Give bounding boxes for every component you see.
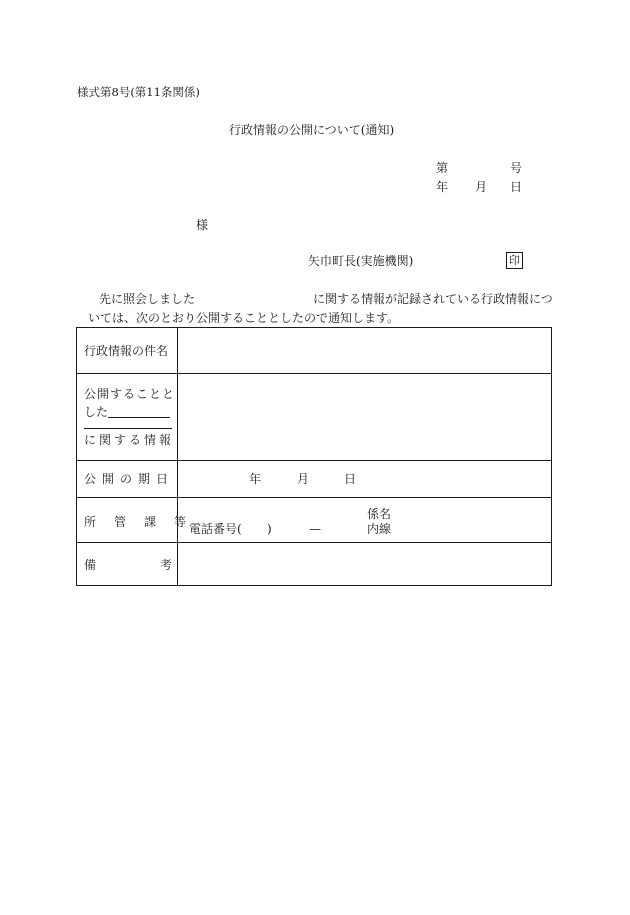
row-label-remarks: 備考 xyxy=(84,558,237,572)
extension-label: 内線 xyxy=(367,522,392,536)
row-divider xyxy=(77,373,551,374)
doc-number-go: 号 xyxy=(510,161,523,175)
row-label-date: 公開の期日 xyxy=(84,472,175,486)
row-label-info-line2-text: した xyxy=(84,405,109,419)
issuer: 矢巾町長(実施機関) xyxy=(308,254,414,268)
form-number: 様式第8号(第11条関係) xyxy=(77,85,200,99)
release-date-month: 月 xyxy=(297,472,310,486)
row-label-info-line2 xyxy=(84,406,170,418)
row-label-info-line3: に関する情報 xyxy=(84,433,175,447)
document-title: 行政情報の公開について(通知) xyxy=(229,123,395,137)
release-date-year: 年 xyxy=(249,472,262,486)
info-table xyxy=(76,327,552,586)
column-divider xyxy=(177,328,178,585)
doc-number-dai: 第 xyxy=(436,161,449,175)
row-label-subject: 行政情報の件名 xyxy=(84,344,169,358)
date-month: 月 xyxy=(475,180,488,194)
phone-paren-close: ) xyxy=(267,522,272,536)
row-label-info-line1: 公開することと xyxy=(84,387,176,401)
row-divider xyxy=(77,460,551,461)
release-date-day: 日 xyxy=(344,472,357,486)
phone-number-label: 電話番号( xyxy=(189,522,242,536)
body-line2: いては、次のとおり公開することとしたので通知します。 xyxy=(88,311,400,325)
blank-underline-full xyxy=(84,428,172,429)
seal-box: 印 xyxy=(506,252,523,269)
date-day: 日 xyxy=(510,180,523,194)
row-label-department: 所管課等 xyxy=(84,515,205,529)
addressee-suffix: 様 xyxy=(196,218,209,232)
row-divider xyxy=(77,542,551,543)
row-divider xyxy=(77,497,551,498)
blank-underline xyxy=(108,406,170,418)
body-line1-b: に関する情報が記録されている行政情報につ xyxy=(313,292,553,306)
body-line1-a: 先に照会しました xyxy=(99,292,196,306)
section-name-label: 係名 xyxy=(367,507,392,521)
date-year: 年 xyxy=(436,180,449,194)
phone-dash: — xyxy=(309,522,321,536)
